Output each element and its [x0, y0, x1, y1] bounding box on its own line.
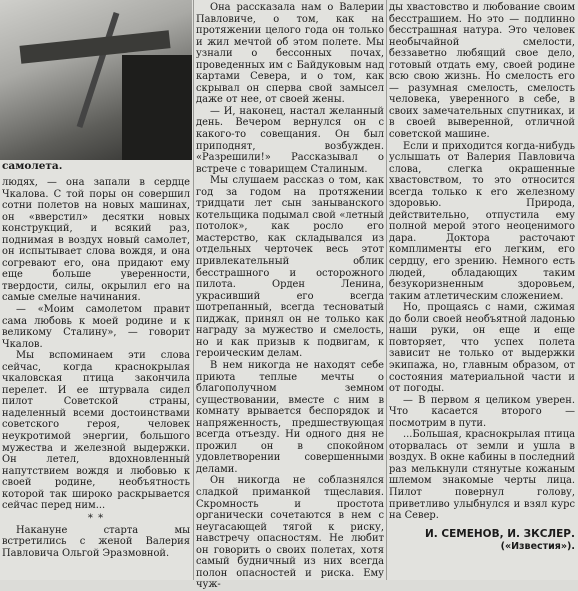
paragraph: Он никогда не соблазнялся сладкой приманкой тщеславия. Скромность и простота органически сочетаются в нем с неугасающей тягой к риску, навстречу опасностям. Не любит он говорить о своих полетах, хотя самый будничный из них всегда полон опасностей и риска. Ему чуж- [196, 475, 384, 591]
paragraph: Но, прощаясь с нами, сжимая до боли своей необъятной ладонью наши руки, он еще и еще повторяет, что успех полета зависит не только от выдержки экипажа, но, главным образом, от состояния материальной части и от погоды. [389, 302, 575, 395]
paragraph: ды хвастовство и любование своим бесстрашием. Но это — подлинно бесстрашная натура. Это человек необычайной смелости, беззаветно любящий свое дело, готовый отдать ему, своей родине всю свою жизнь. Но смелость его — разумная смелость, смелость человека, уверенного в себе, в своих замечательных спутниках, и в своей выверенной, отличной советской машине. [389, 2, 575, 141]
paragraph: людях, — она запали в сердце Чкалова. С той поры он совершил сотни полетов на новых машинах, он «вверстил» десятки новых конструкций, и всякий раз, поднимая в воздух новый самолет, он испытывает слова вождя, и она согревают его, она придают ему еще больше уверенности, твердости, силы, окрылил его на самые смелые начинания. [2, 177, 190, 304]
column-rule [386, 0, 387, 580]
paragraph: Накануне старта мы встретились с женой Валерия Павловича Ольгой Эразмовной. [2, 524, 190, 559]
paragraph: — В первом я целиком уверен. Что касается второго — посмотрим в пути. [389, 394, 575, 429]
article-column-3 [389, 2, 575, 553]
author-signature: И. СЕМЕНОВ, И. ЗКСЛЕР. [424, 527, 575, 540]
paragraph: — «Моим самолетом правит сама любовь к моей родине и к великому Сталину», — говорит Чкалов. [2, 304, 190, 350]
paragraph: — И, наконец, настал желанный день. Вечером вернулся он с какого-то совещания. Он был приподнят, возбужден. «Разрешили!» Рассказывал о встрече с товарищем Сталиным. [196, 105, 384, 175]
column-rule [193, 0, 194, 580]
paragraph: Она рассказала нам о Валерии Павловиче, о том, как на протяжении целого года он только и жил мечтой об этом полете. Мы узнали о бессонных почах, проведенных им с Байдуковым над картами Севера, и о том, как скрывал он сперва свой замысел даже от нее, от своей жены. [196, 2, 384, 106]
article-column-2 [196, 2, 384, 591]
photo-caption: самолета. [2, 160, 63, 172]
source-credit: («Известия»). [500, 540, 575, 552]
paragraph: Мы вспоминаем эти слова сейчас, когда краснокрылая чкаловская птица закончила перелет. И ее штурвала сидел пилот Советской страны, наделенный всеми достоинствами советского героя, человек неукротимой энергии, большого мужества и железной выдержки. Он летел, вдохновленный напутствием вождя и любовью к своей родине, необъятность которой так широко раскрывается сейчас перед ним... [2, 350, 190, 512]
paragraph: Если и приходится когда-нибудь услышать от Валерия Павловича слова, слегка окрашенные хвастовством, то это относится всегда только к его железному здоровью. Природа, действительно, отпустила ему полной мерой этого неоценимого дара. Доктора расточают комплименты его легким, его сердцу, его зрению. Немного есть людей, обладающих таким безукоризненным здоровьем, таким атлетическим сложением. [389, 140, 575, 302]
airplane-photo [0, 0, 192, 160]
section-separator: * * [87, 512, 105, 524]
paragraph: В нем никогда не находят себе приюта теплые мечты о благополучном земном существовании, вместе с ним в комнату врывается беспорядок и напряженность, предшествующая всегда отъезду. Ни одного дня не прожил он в спокойном удовлетворении совершенными делами. [196, 359, 384, 475]
article-column-1 [2, 177, 190, 560]
paragraph: ...Большая, краснокрылая птица оторвалась от земли и ушла в воздух. В окне кабины в последний раз мелькнули стянутые кожаным шлемом знакомые черты лица. Пилот повернул голову, приветливо улыбнулся и взял курс на Север. [389, 429, 575, 522]
paragraph: Мы слушаем рассказ о том, как год за годом на протяжении тридцати лет сын заныванского котельщика подымал свой «летный потолок», как росло его мастерство, как складывался из отдельных черточек весь этот привлекательный облик бесстрашного и осторожного пилота. Орден Ленина, украсивший его всегда шотрепанный, всегда тесноватый пиджак, принял он не только как награду за мужество и смелость, но и как призыв к подвигам, к героическим делам. [196, 175, 384, 360]
